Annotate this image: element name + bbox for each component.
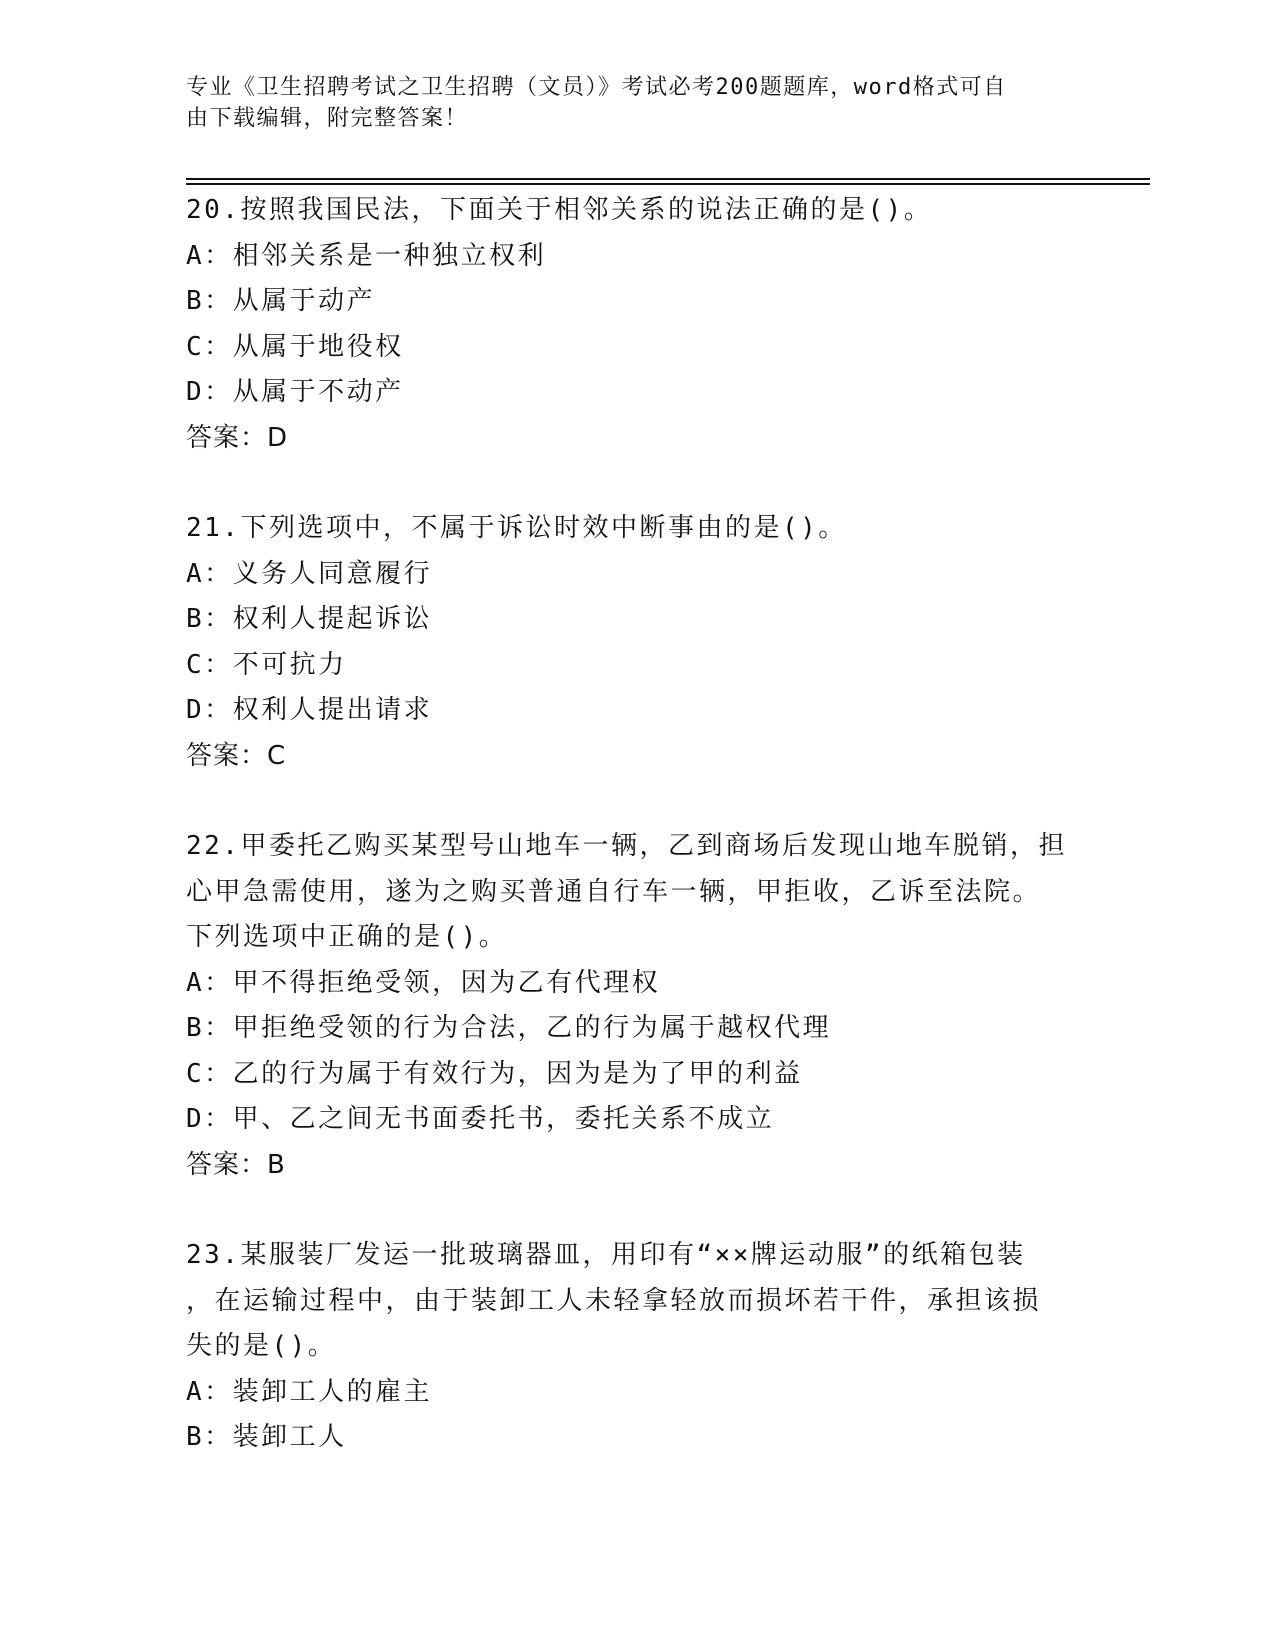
option-d: D：权利人提出请求 — [186, 695, 433, 725]
option-a: A：相邻关系是一种独立权利 — [186, 240, 547, 271]
question-stem-line-1: 22.甲委托乙购买某型号山地车一辆，乙到商场后发现山地车脱销，担 — [186, 831, 1067, 861]
option-d: D：甲、乙之间无书面委托书，委托关系不成立 — [186, 1104, 775, 1134]
header-divider-top — [186, 178, 1150, 180]
question-20 — [186, 188, 1086, 461]
option-c: C：不可抗力 — [186, 649, 347, 680]
question-stem: 21.下列选项中，不属于诉讼时效中断事由的是()。 — [186, 513, 847, 543]
header-line-1: 专业《卫生招聘考试之卫生招聘（文员）》考试必考200题题库，word格式可自 — [186, 75, 1007, 100]
option-b: B：权利人提起诉讼 — [186, 604, 433, 634]
header-divider-bottom — [186, 183, 1150, 185]
question-stem-line-3: 下列选项中正确的是()。 — [186, 922, 508, 952]
option-a: A：义务人同意履行 — [186, 558, 433, 589]
question-stem-line-2: ，在运输过程中，由于装卸工人未轻拿轻放而损坏若干件，承担该损 — [186, 1285, 1042, 1316]
document-header — [186, 72, 1066, 134]
question-stem-line-3: 失的是()。 — [186, 1331, 337, 1361]
question-stem-line-1: 23.某服装厂发运一批玻璃器皿，用印有“××牌运动服”的纸箱包装 — [186, 1240, 1026, 1270]
option-a: A：甲不得拒绝受领，因为乙有代理权 — [186, 967, 661, 998]
question-21 — [186, 506, 1086, 779]
option-b: B：从属于动产 — [186, 286, 376, 316]
answer: 答案：C — [186, 740, 287, 771]
option-b: B：装卸工人 — [186, 1422, 347, 1452]
question-22 — [186, 824, 1086, 1188]
option-c: C：从属于地役权 — [186, 331, 404, 362]
option-a: A：装卸工人的雇主 — [186, 1376, 433, 1407]
option-b: B：甲拒绝受领的行为合法，乙的行为属于越权代理 — [186, 1013, 832, 1043]
answer: 答案：D — [186, 422, 289, 453]
question-stem: 20.按照我国民法，下面关于相邻关系的说法正确的是()。 — [186, 195, 933, 225]
question-stem-line-2: 心甲急需使用，遂为之购买普通自行车一辆，甲拒收，乙诉至法院。 — [186, 876, 1042, 907]
question-list — [186, 188, 1086, 1461]
answer: 答案：B — [186, 1149, 286, 1180]
question-23 — [186, 1233, 1086, 1461]
option-c: C：乙的行为属于有效行为，因为是为了甲的利益 — [186, 1058, 803, 1089]
header-line-2: 由下载编辑，附完整答案！ — [186, 106, 469, 131]
option-d: D：从属于不动产 — [186, 377, 404, 407]
